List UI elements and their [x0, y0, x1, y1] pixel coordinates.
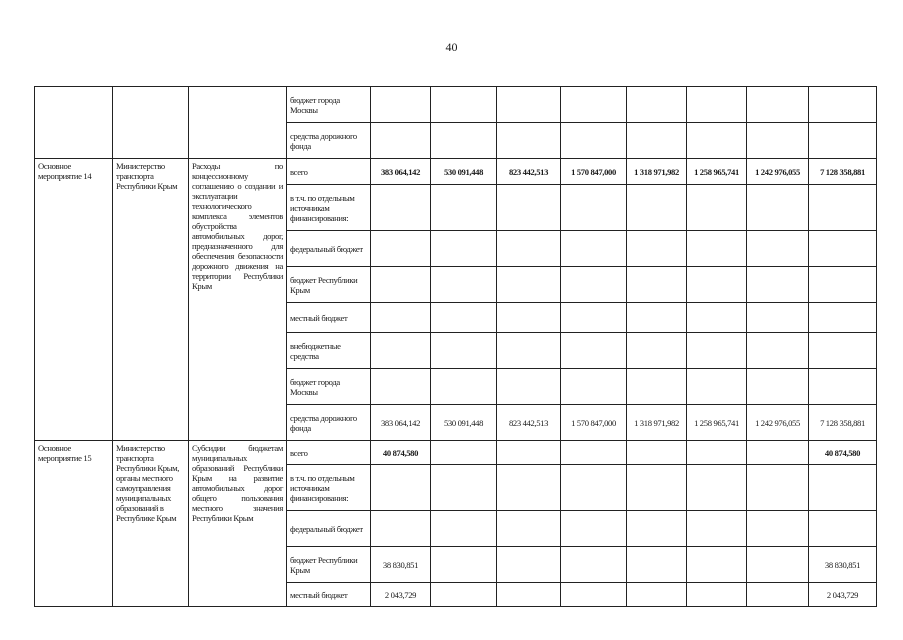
measure-name-cell: Основное мероприятие 15	[35, 441, 113, 607]
amount-cell-1	[371, 511, 431, 547]
amount-cell-6	[687, 123, 747, 159]
amount-cell-2	[431, 547, 497, 583]
table-row	[35, 87, 877, 123]
amount-cell-3	[497, 333, 561, 369]
amount-cell-1	[371, 267, 431, 303]
amount-cell-8	[809, 123, 877, 159]
amount-cell-3	[497, 185, 561, 231]
funding-source-cell: внебюджетные средства	[287, 333, 371, 369]
amount-cell-8	[809, 465, 877, 511]
amount-cell-2	[431, 87, 497, 123]
amount-cell-2	[431, 465, 497, 511]
amount-cell-8	[809, 231, 877, 267]
amount-cell-7	[747, 511, 809, 547]
amount-cell-6	[687, 267, 747, 303]
amount-cell-6	[687, 231, 747, 267]
amount-cell-1	[371, 123, 431, 159]
funding-source-cell: местный бюджет	[287, 583, 371, 607]
amount-cell-6	[687, 547, 747, 583]
amount-cell-3	[497, 231, 561, 267]
page-number: 40	[445, 40, 458, 54]
amount-cell-8: 7 128 358,881	[809, 405, 877, 441]
amount-cell-5	[627, 465, 687, 511]
amount-cell-2	[431, 583, 497, 607]
amount-cell-4	[561, 583, 627, 607]
funding-source-cell: всего	[287, 441, 371, 465]
amount-cell-5: 1 318 971,982	[627, 159, 687, 185]
amount-cell-2: 530 091,448	[431, 405, 497, 441]
amount-cell-4	[561, 231, 627, 267]
amount-cell-7	[747, 441, 809, 465]
amount-cell-5	[627, 333, 687, 369]
amount-cell-5: 1 318 971,982	[627, 405, 687, 441]
amount-cell-2	[431, 231, 497, 267]
amount-cell-3	[497, 547, 561, 583]
amount-cell-3	[497, 267, 561, 303]
executor-cell	[113, 87, 189, 159]
amount-cell-6	[687, 185, 747, 231]
description-cell: Субсидии бюджетам муниципальных образований Республики Крым на развитие автомобильных дорог общего пользования местного значения Республики Крым	[189, 441, 287, 607]
amount-cell-4	[561, 123, 627, 159]
measure-name-cell: Основное мероприятие 14	[35, 159, 113, 441]
amount-cell-6	[687, 303, 747, 333]
amount-cell-1: 2 043,729	[371, 583, 431, 607]
amount-cell-4	[561, 547, 627, 583]
amount-cell-4	[561, 511, 627, 547]
amount-cell-5	[627, 87, 687, 123]
amount-cell-3	[497, 303, 561, 333]
amount-cell-1: 40 874,580	[371, 441, 431, 465]
funding-source-cell: бюджет Республики Крым	[287, 267, 371, 303]
amount-cell-2	[431, 185, 497, 231]
funding-source-cell: всего	[287, 159, 371, 185]
amount-cell-1	[371, 369, 431, 405]
funding-source-cell: бюджет Республики Крым	[287, 547, 371, 583]
amount-cell-2: 530 091,448	[431, 159, 497, 185]
amount-cell-7	[747, 231, 809, 267]
amount-cell-1	[371, 87, 431, 123]
amount-cell-5	[627, 547, 687, 583]
amount-cell-8: 38 830,851	[809, 547, 877, 583]
funding-source-cell: средства дорожного фонда	[287, 123, 371, 159]
amount-cell-5	[627, 583, 687, 607]
amount-cell-4	[561, 267, 627, 303]
amount-cell-6: 1 258 965,741	[687, 405, 747, 441]
funding-source-cell: в т.ч. по отдельным источникам финансирования:	[287, 185, 371, 231]
amount-cell-6	[687, 369, 747, 405]
amount-cell-2	[431, 511, 497, 547]
amount-cell-8	[809, 185, 877, 231]
amount-cell-3	[497, 465, 561, 511]
amount-cell-3: 823 442,513	[497, 159, 561, 185]
amount-cell-4	[561, 185, 627, 231]
amount-cell-6	[687, 441, 747, 465]
amount-cell-8	[809, 369, 877, 405]
amount-cell-5	[627, 369, 687, 405]
amount-cell-3	[497, 87, 561, 123]
amount-cell-2	[431, 303, 497, 333]
amount-cell-4	[561, 465, 627, 511]
amount-cell-4	[561, 303, 627, 333]
amount-cell-8	[809, 87, 877, 123]
amount-cell-1	[371, 465, 431, 511]
funding-source-cell: бюджет города Москвы	[287, 87, 371, 123]
amount-cell-4	[561, 333, 627, 369]
table-row	[35, 159, 877, 185]
amount-cell-3	[497, 583, 561, 607]
amount-cell-4	[561, 369, 627, 405]
amount-cell-2	[431, 333, 497, 369]
amount-cell-7	[747, 333, 809, 369]
amount-cell-7	[747, 87, 809, 123]
amount-cell-2	[431, 267, 497, 303]
amount-cell-6	[687, 465, 747, 511]
funding-source-cell: федеральный бюджет	[287, 511, 371, 547]
table-row	[35, 441, 877, 465]
amount-cell-7	[747, 465, 809, 511]
amount-cell-5	[627, 441, 687, 465]
amount-cell-8: 2 043,729	[809, 583, 877, 607]
amount-cell-7	[747, 123, 809, 159]
funding-source-cell: средства дорожного фонда	[287, 405, 371, 441]
amount-cell-8: 40 874,580	[809, 441, 877, 465]
amount-cell-1: 383 064,142	[371, 405, 431, 441]
amount-cell-3	[497, 441, 561, 465]
amount-cell-2	[431, 123, 497, 159]
amount-cell-6	[687, 333, 747, 369]
funding-source-cell: в т.ч. по отдельным источникам финансирования:	[287, 465, 371, 511]
amount-cell-5	[627, 123, 687, 159]
amount-cell-1: 38 830,851	[371, 547, 431, 583]
amount-cell-6	[687, 87, 747, 123]
amount-cell-7: 1 242 976,055	[747, 159, 809, 185]
amount-cell-6	[687, 511, 747, 547]
measure-name-cell	[35, 87, 113, 159]
description-cell	[189, 87, 287, 159]
amount-cell-7: 1 242 976,055	[747, 405, 809, 441]
amount-cell-2	[431, 441, 497, 465]
amount-cell-3: 823 442,513	[497, 405, 561, 441]
funding-source-cell: федеральный бюджет	[287, 231, 371, 267]
amount-cell-1	[371, 303, 431, 333]
amount-cell-7	[747, 303, 809, 333]
amount-cell-4: 1 570 847,000	[561, 405, 627, 441]
amount-cell-7	[747, 185, 809, 231]
amount-cell-8: 7 128 358,881	[809, 159, 877, 185]
amount-cell-3	[497, 123, 561, 159]
funding-source-cell: местный бюджет	[287, 303, 371, 333]
amount-cell-8	[809, 511, 877, 547]
description-cell: Расходы по концессионному соглашению о создании и эксплуатации технологического комплекса элементов обустройства автомобильных дорог, предназначенного для обеспечения безопасности дорожного движения на территории Республики Крым	[189, 159, 287, 441]
executor-cell: Министерство транспорта Республики Крым	[113, 159, 189, 441]
amount-cell-7	[747, 267, 809, 303]
amount-cell-5	[627, 267, 687, 303]
amount-cell-8	[809, 333, 877, 369]
amount-cell-6: 1 258 965,741	[687, 159, 747, 185]
amount-cell-5	[627, 303, 687, 333]
table-body	[35, 87, 877, 607]
budget-table	[34, 86, 877, 607]
amount-cell-7	[747, 547, 809, 583]
amount-cell-5	[627, 511, 687, 547]
amount-cell-7	[747, 583, 809, 607]
executor-cell: Министерство транспорта Республики Крым, органы местного самоуправления муниципальных образований в Республике Крым	[113, 441, 189, 607]
amount-cell-4	[561, 87, 627, 123]
amount-cell-3	[497, 369, 561, 405]
amount-cell-4: 1 570 847,000	[561, 159, 627, 185]
amount-cell-5	[627, 231, 687, 267]
funding-source-cell: бюджет города Москвы	[287, 369, 371, 405]
amount-cell-7	[747, 369, 809, 405]
amount-cell-1	[371, 333, 431, 369]
amount-cell-4	[561, 441, 627, 465]
amount-cell-2	[431, 369, 497, 405]
amount-cell-5	[627, 185, 687, 231]
amount-cell-3	[497, 511, 561, 547]
amount-cell-1: 383 064,142	[371, 159, 431, 185]
amount-cell-8	[809, 267, 877, 303]
amount-cell-1	[371, 231, 431, 267]
amount-cell-8	[809, 303, 877, 333]
amount-cell-6	[687, 583, 747, 607]
amount-cell-1	[371, 185, 431, 231]
